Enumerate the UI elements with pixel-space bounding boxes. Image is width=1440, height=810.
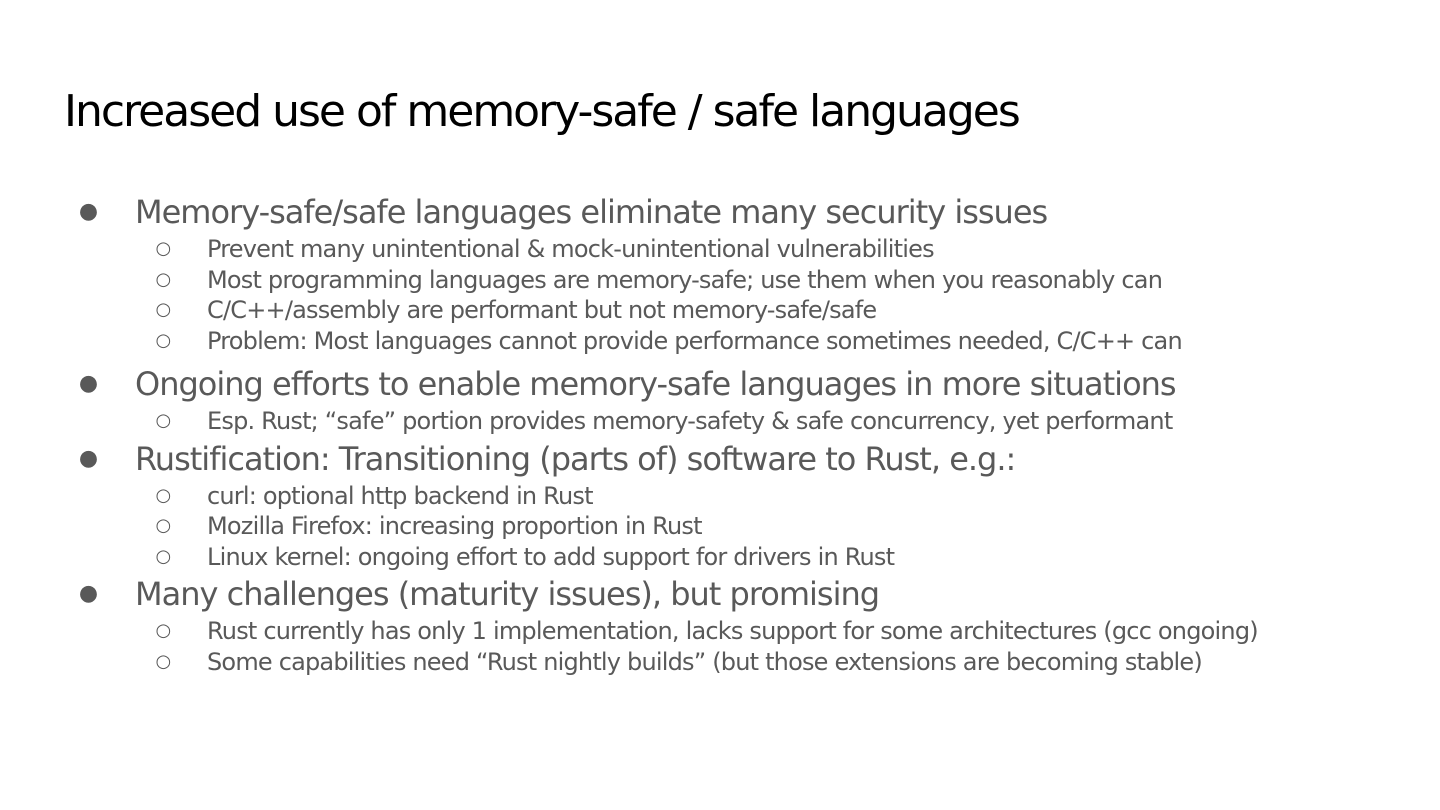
subbullet-item <box>76 265 1406 296</box>
slide-title: Increased use of memory-safe / safe languages <box>64 86 1019 137</box>
subbullet-circle-icon: ○ <box>155 238 171 259</box>
bullet-dot-icon: ● <box>78 199 98 224</box>
bullet-item <box>76 362 1406 406</box>
bullet-text: Ongoing efforts to enable memory-safe languages in more situations <box>135 365 1176 403</box>
subbullet-text: Mozilla Firefox: increasing proportion in Rust <box>207 512 702 540</box>
subbullet-circle-icon: ○ <box>155 299 171 320</box>
subbullet-circle-icon: ○ <box>155 620 171 641</box>
bullet-item <box>76 190 1406 234</box>
subbullet-circle-icon: ○ <box>155 484 171 506</box>
bullet-text: Rustification: Transitioning (parts of) software to Rust, e.g.: <box>135 439 1016 478</box>
subbullet-circle-icon: ○ <box>155 650 171 672</box>
subbullet-item <box>76 542 1406 573</box>
subbullet-item <box>76 647 1406 678</box>
subbullet-item <box>76 481 1406 512</box>
bullet-dot-icon: ● <box>78 371 98 396</box>
bullet-list <box>76 190 1406 677</box>
subbullet-item <box>76 326 1406 357</box>
subbullet-text: Most programming languages are memory-safe; use them when you reasonably can <box>207 265 1163 294</box>
bullet-item <box>76 572 1406 616</box>
subbullet-text: Some capabilities need “Rust nightly builds” (but those extensions are becoming stable) <box>207 647 1202 676</box>
bullet-text: Many challenges (maturity issues), but promising <box>135 575 880 613</box>
subbullet-item <box>76 295 1406 326</box>
subbullet-circle-icon: ○ <box>155 329 171 351</box>
subbullet-text: curl: optional http backend in Rust <box>207 481 593 510</box>
subbullet-text: Linux kernel: ongoing effort to add support for drivers in Rust <box>207 542 895 571</box>
subbullet-circle-icon: ○ <box>155 410 171 431</box>
subbullet-item <box>76 511 1406 542</box>
subbullet-circle-icon: ○ <box>155 545 171 567</box>
bullet-text: Memory-safe/safe languages eliminate many security issues <box>135 193 1048 231</box>
subbullet-text: Prevent many unintentional & mock-unintentional vulnerabilities <box>207 235 934 263</box>
subbullet-item <box>76 616 1406 647</box>
bullet-dot-icon: ● <box>78 445 98 471</box>
subbullet-circle-icon: ○ <box>155 515 171 536</box>
subbullet-item <box>76 234 1406 265</box>
subbullet-text: Problem: Most languages cannot provide performance sometimes needed, C/C++ can <box>207 326 1182 355</box>
subbullet-circle-icon: ○ <box>155 268 171 290</box>
bullet-dot-icon: ● <box>78 581 98 606</box>
subbullet-text: Esp. Rust; “safe” portion provides memory-safety & safe concurrency, yet performant <box>207 407 1173 435</box>
subbullet-text: C/C++/assembly are performant but not memory-safe/safe <box>207 296 877 324</box>
bullet-item <box>76 437 1406 481</box>
subbullet-item <box>76 406 1406 437</box>
subbullet-text: Rust currently has only 1 implementation, lacks support for some architectures (gcc ongoing) <box>207 617 1258 645</box>
